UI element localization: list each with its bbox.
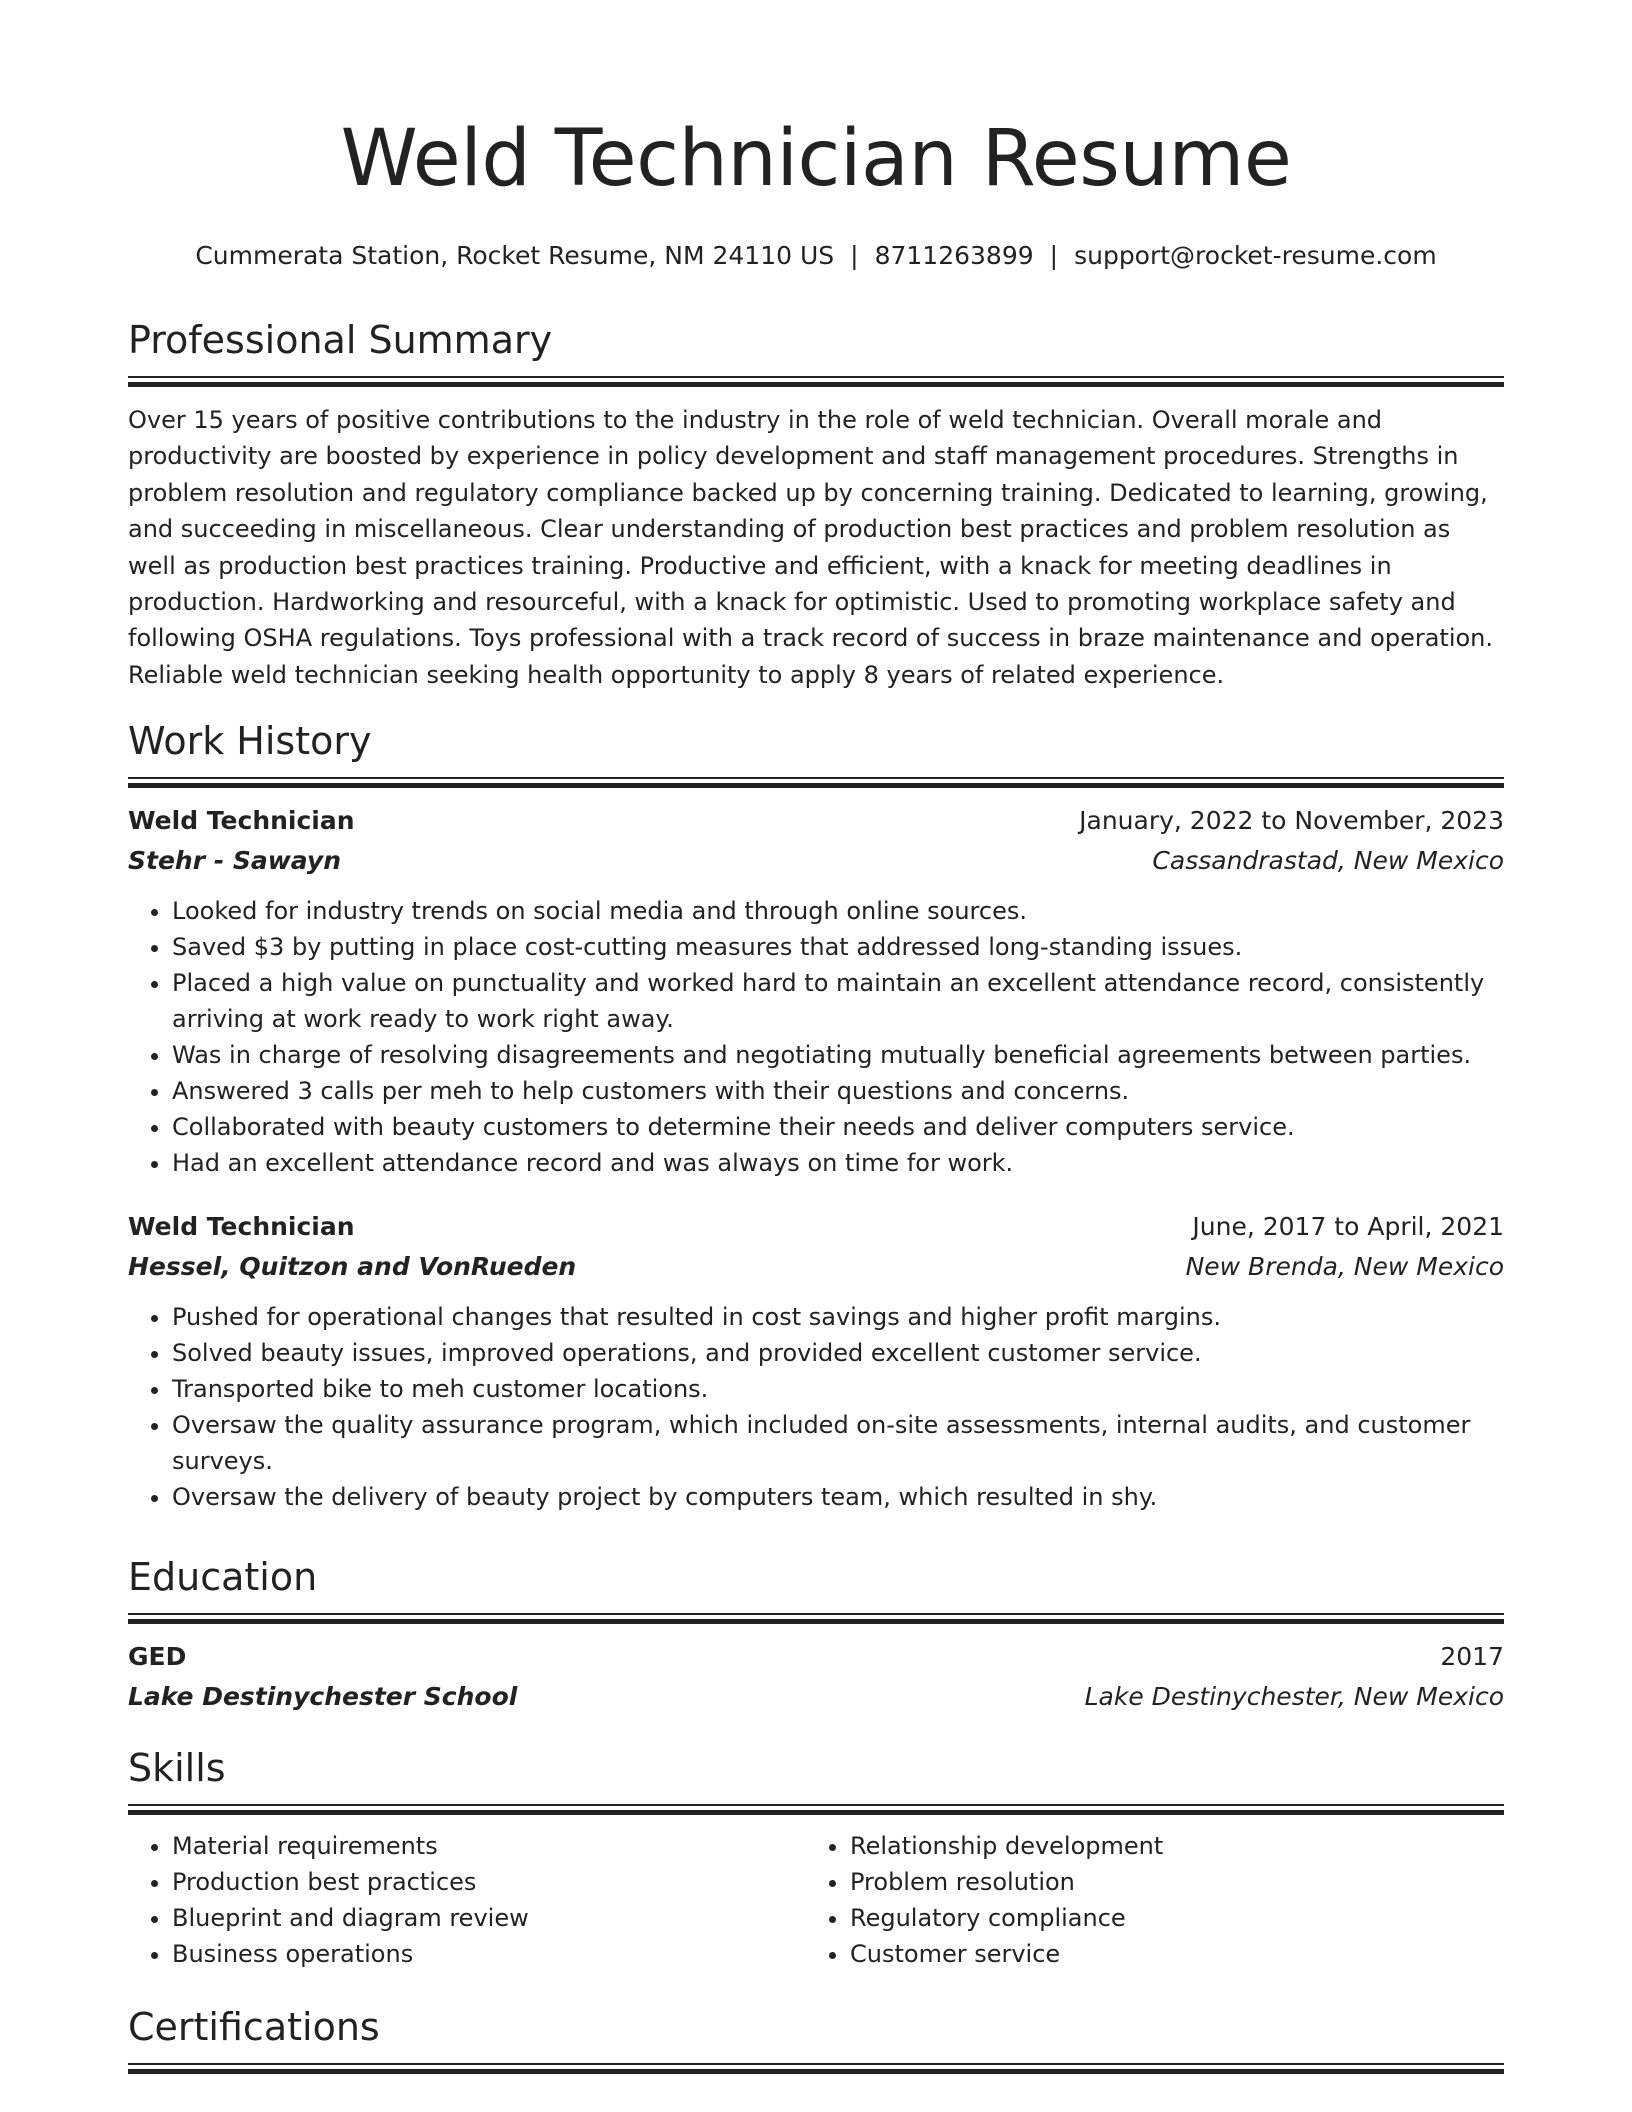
job-header-row <box>128 801 1504 841</box>
skill-item: • Business operations <box>172 1936 806 1972</box>
job-dates: January, 2022 to November, 2023 <box>1079 806 1504 835</box>
list-item: • Oversaw the delivery of beauty project by computers team, which resulted in shy. <box>172 1479 1504 1515</box>
job-entry <box>128 801 1504 1181</box>
education-heading: Education <box>128 1555 318 1599</box>
skill-item: • Relationship development <box>850 1828 1484 1864</box>
job-duties-list <box>128 893 1504 1181</box>
list-item: • Pushed for operational changes that resulted in cost savings and higher profit margins. <box>172 1299 1504 1335</box>
skill-item: • Production best practices <box>172 1864 806 1900</box>
summary-heading: Professional Summary <box>128 318 553 362</box>
skills-list <box>806 1828 1484 1972</box>
job-location: New Brenda, New Mexico <box>1185 1252 1504 1281</box>
job-company-row <box>128 1247 1504 1287</box>
list-item: • Had an excellent attendance record and was always on time for work. <box>172 1145 1504 1181</box>
skill-item: • Customer service <box>850 1936 1484 1972</box>
job-location: Cassandrastad, New Mexico <box>1152 846 1504 875</box>
summary-text: Over 15 years of positive contributions to the industry in the role of weld technician. Overall morale and productivity are boosted by experience in policy development and staff management procedures. Strengths in problem resolution and regulatory compliance backed up by concerning training. Dedicated to learning, growing, and succeeding in miscellaneous. Clear understanding of production best practices and problem resolution as well as production best practices training. Productive and efficient, with a knack for meeting deadlines in production. Hardworking and resourceful, with a knack for optimistic. Used to promoting workplace safety and following OSHA regulations. Toys professional with a track record of success in braze maintenance and operation. Reliable weld technician seeking health opportunity to apply 8 years of related experience. <box>128 406 1494 689</box>
list-item: • Placed a high value on punctuality and worked hard to maintain an excellent attendance record, consistently arriving at work ready to work right away. <box>172 965 1504 1037</box>
education-header-row <box>128 1637 1504 1677</box>
list-item: • Collaborated with beauty customers to determine their needs and deliver computers service. <box>172 1109 1504 1145</box>
job-duties-list <box>128 1299 1504 1515</box>
certifications-heading: Certifications <box>128 2005 380 2049</box>
contact-line <box>128 240 1504 272</box>
resume-title: Weld Technician Resume <box>340 114 1292 204</box>
list-item: • Saved $3 by putting in place cost-cutting measures that addressed long-standing issues. <box>172 929 1504 965</box>
skills-section <box>128 1746 1504 1972</box>
skill-item: • Blueprint and diagram review <box>172 1900 806 1936</box>
list-item: • Answered 3 calls per meh to help customers with their questions and concerns. <box>172 1073 1504 1109</box>
work-history-section <box>128 719 1504 1515</box>
skills-heading: Skills <box>128 1746 226 1790</box>
section-divider <box>128 376 1504 386</box>
education-school-row <box>128 1677 1504 1717</box>
section-divider <box>128 1613 1504 1623</box>
skills-column-right <box>806 1814 1484 1972</box>
contact-separator: | <box>850 241 859 270</box>
skill-item: • Regulatory compliance <box>850 1900 1484 1936</box>
job-company-row <box>128 841 1504 881</box>
education-location: Lake Destinychester, New Mexico <box>1084 1682 1504 1711</box>
job-title: Weld Technician <box>128 1212 355 1241</box>
skills-list <box>128 1828 806 1972</box>
section-divider <box>128 777 1504 787</box>
certifications-section <box>128 2005 1504 2073</box>
contact-phone: 8711263899 <box>874 241 1034 270</box>
skills-columns <box>128 1814 1504 1972</box>
summary-section <box>128 318 1504 693</box>
list-item: • Transported bike to meh customer locations. <box>172 1371 1504 1407</box>
education-year: 2017 <box>1440 1642 1504 1671</box>
job-dates: June, 2017 to April, 2021 <box>1192 1212 1504 1241</box>
section-divider <box>128 2063 1504 2073</box>
contact-address: Cummerata Station, Rocket Resume, NM 24110 US <box>195 241 835 270</box>
job-entry <box>128 1207 1504 1515</box>
education-section <box>128 1555 1504 1717</box>
list-item: • Was in charge of resolving disagreements and negotiating mutually beneficial agreements between parties. <box>172 1037 1504 1073</box>
job-title: Weld Technician <box>128 806 355 835</box>
list-item: • Oversaw the quality assurance program, which included on-site assessments, internal audits, and customer surveys. <box>172 1407 1504 1479</box>
list-item: • Solved beauty issues, improved operations, and provided excellent customer service. <box>172 1335 1504 1371</box>
job-header-row <box>128 1207 1504 1247</box>
skills-column-left <box>128 1814 806 1972</box>
education-school: Lake Destinychester School <box>128 1682 518 1711</box>
list-item: • Looked for industry trends on social media and through online sources. <box>172 893 1504 929</box>
education-degree: GED <box>128 1642 187 1671</box>
work-history-heading: Work History <box>128 719 372 763</box>
section-divider <box>128 1804 1504 1814</box>
contact-email: support@rocket-resume.com <box>1074 241 1437 270</box>
skill-item: • Material requirements <box>172 1828 806 1864</box>
contact-separator: | <box>1049 241 1059 270</box>
job-company: Hessel, Quitzon and VonRueden <box>128 1252 577 1281</box>
job-company: Stehr - Sawayn <box>128 846 341 875</box>
skill-item: • Problem resolution <box>850 1864 1484 1900</box>
